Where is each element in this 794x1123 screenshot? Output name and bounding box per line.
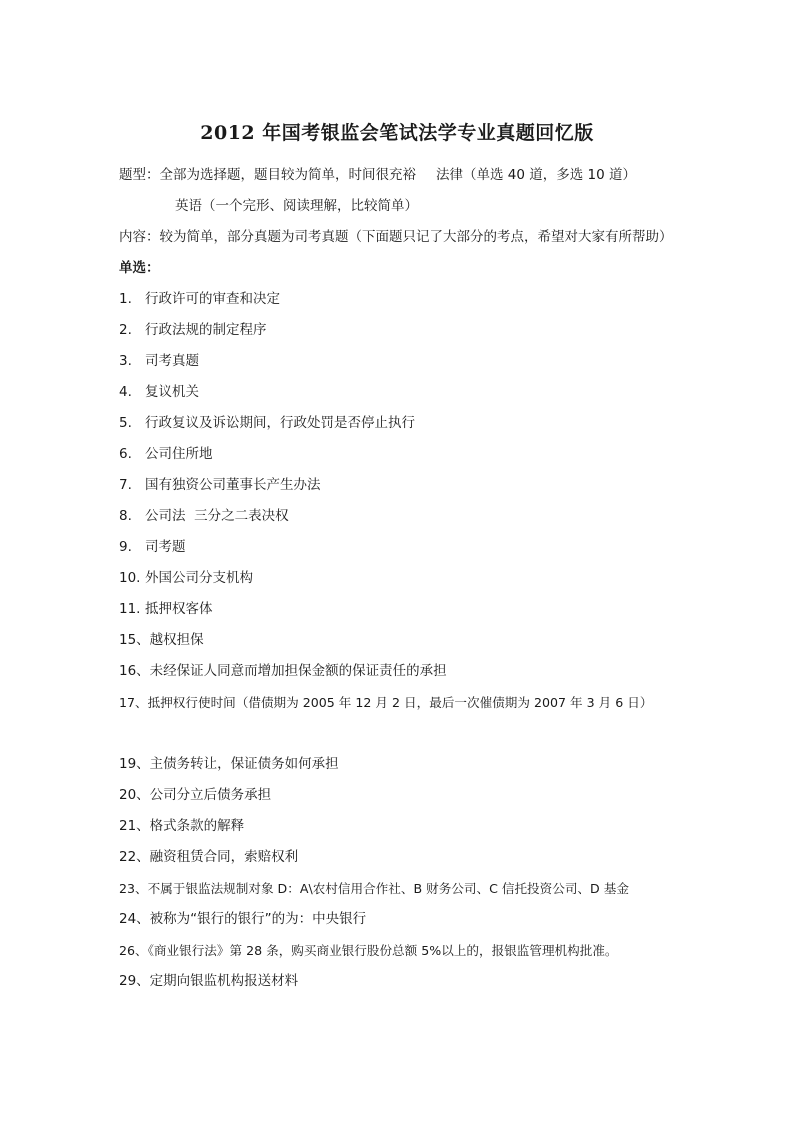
- list-item: 24、被称为“银行的银行”的为：中央银行: [119, 911, 367, 927]
- item-number: 1.: [119, 291, 132, 307]
- list-item: [119, 532, 679, 563]
- item-text: 公司法 三分之二表决权: [145, 508, 289, 524]
- dash-list-a: [119, 625, 679, 718]
- item-text: 公司住所地: [145, 446, 213, 462]
- item-text: 外国公司分支机构: [145, 570, 253, 586]
- item-number: 6.: [119, 446, 132, 462]
- content-label: 内容：: [119, 229, 160, 245]
- list-item: [119, 439, 679, 470]
- item-text: 抵押权客体: [145, 601, 213, 617]
- english-text: 英语（一个完形、阅读理解，比较简单）: [175, 198, 418, 214]
- item-number: 4.: [119, 384, 132, 400]
- item-text: 司考题: [145, 539, 186, 555]
- list-item: 20、公司分立后债务承担: [119, 787, 272, 803]
- item-text: 司考真题: [145, 353, 199, 369]
- item-text: 行政许可的审查和决定: [145, 291, 280, 307]
- item-number: 10.: [119, 570, 141, 586]
- list-item: 19、主债务转让，保证债务如何承担: [119, 756, 339, 772]
- item-number: 5.: [119, 415, 132, 431]
- intro-english-line: [119, 191, 679, 222]
- item-number: 7.: [119, 477, 132, 493]
- list-item: [119, 501, 679, 532]
- list-item: 26、《商业银行法》第 28 条，购买商业银行股份总额 5%以上的，报银监管理机构批准。: [119, 943, 618, 958]
- list-item: [119, 346, 679, 377]
- blank-line: [119, 718, 679, 749]
- list-item: 17、抵押权行使时间（借债期为 2005 年 12 月 2 日，最后一次催债期为 2007 年 3 月 6 日）: [119, 695, 653, 710]
- section-heading: 单选：: [119, 260, 160, 276]
- item-number: 8.: [119, 508, 132, 524]
- item-text: 复议机关: [145, 384, 199, 400]
- document-title: 2012 年国考银监会笔试法学专业真题回忆版: [200, 122, 594, 144]
- intro-content-line: [119, 222, 679, 253]
- item-number: 3.: [119, 353, 132, 369]
- item-text: 国有独资公司董事长产生办法: [145, 477, 321, 493]
- list-item: 16、未经保证人同意而增加担保金额的保证责任的承担: [119, 663, 447, 679]
- item-number: 11.: [119, 601, 141, 617]
- list-item: [119, 563, 679, 594]
- list-item: [119, 284, 679, 315]
- item-number: 2.: [119, 322, 132, 338]
- item-text: 行政复议及诉讼期间，行政处罚是否停止执行: [145, 415, 415, 431]
- type-text: 全部为选择题，题目较为简单，时间很充裕: [159, 167, 416, 183]
- list-item: [119, 315, 679, 346]
- item-text: 行政法规的制定程序: [145, 322, 267, 338]
- list-item: [119, 594, 679, 625]
- list-item: [119, 470, 679, 501]
- list-item: [119, 408, 679, 439]
- numbered-list: [119, 284, 679, 625]
- list-item: 15、越权担保: [119, 632, 204, 648]
- law-text: 法律（单选 40 道，多选 10 道）: [436, 167, 637, 183]
- list-item: [119, 377, 679, 408]
- item-number: 9.: [119, 539, 132, 555]
- type-label: 题型：: [119, 167, 160, 183]
- dash-list-b: [119, 749, 679, 997]
- list-item: 29、定期向银监机构报送材料: [119, 973, 299, 989]
- content-text: 较为简单，部分真题为司考真题（下面题只记了大部分的考点，希望对大家有所帮助）: [159, 229, 673, 245]
- list-item: 21、格式条款的解释: [119, 818, 245, 834]
- list-item: 23、不属于银监法规制对象 D：A\农村信用合作社、B 财务公司、C 信托投资公司、D 基金: [119, 881, 629, 896]
- intro-type-line: [119, 160, 679, 191]
- list-item: 22、融资租赁合同，索赔权利: [119, 849, 299, 865]
- document-body: [119, 160, 679, 997]
